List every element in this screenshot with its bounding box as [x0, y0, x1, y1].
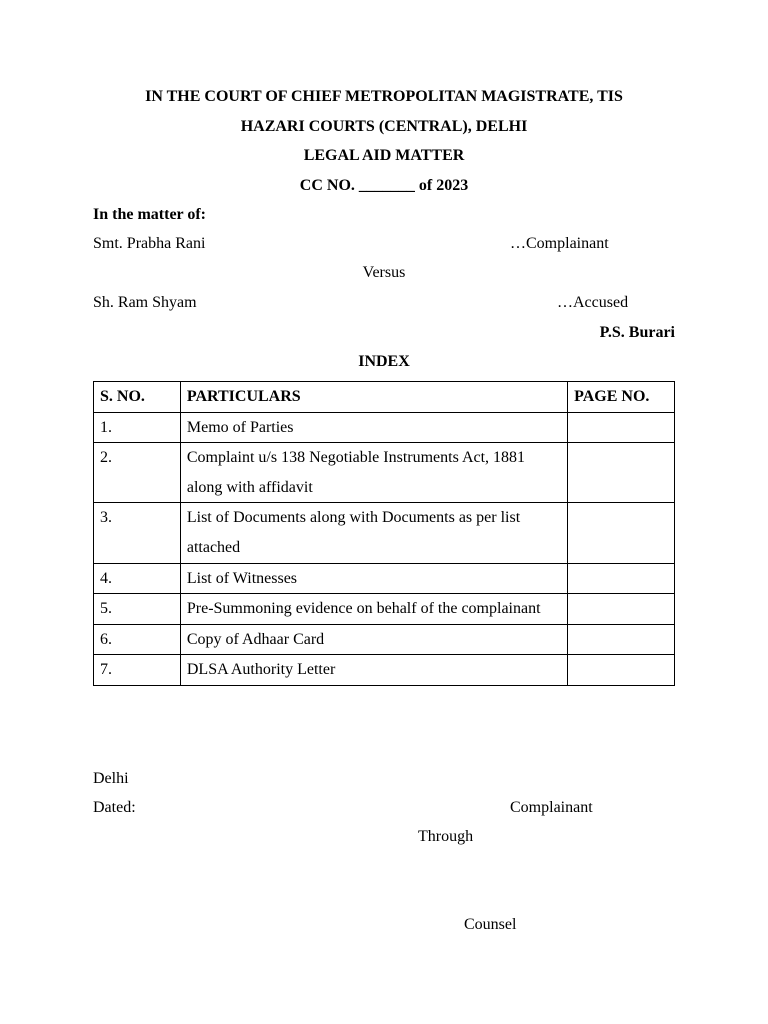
table-row: [94, 655, 675, 686]
court-heading-line1: IN THE COURT OF CHIEF METROPOLITAN MAGISTRATE, TIS: [145, 88, 623, 105]
complainant-name: Smt. Prabha Rani: [93, 235, 206, 252]
row-particulars: Complaint u/s 138 Negotiable Instruments Act, 1881 along with affidavit: [180, 443, 567, 503]
complainant-signature-label: Complainant: [510, 799, 593, 816]
police-station: P.S. Burari: [599, 324, 675, 341]
dated-label: Dated:: [93, 799, 136, 816]
row-sno: 4.: [94, 563, 181, 594]
index-table: [93, 381, 675, 686]
index-table-header: [94, 382, 675, 413]
table-row: [94, 594, 675, 625]
row-page-no: [568, 655, 675, 686]
table-row: [94, 412, 675, 443]
table-row: [94, 563, 675, 594]
index-title: INDEX: [358, 353, 410, 370]
row-particulars: List of Documents along with Documents as per list attached: [180, 503, 567, 563]
place-label: Delhi: [93, 770, 129, 787]
row-page-no: [568, 503, 675, 563]
table-row: [94, 624, 675, 655]
row-particulars: Memo of Parties: [180, 412, 567, 443]
row-page-no: [568, 412, 675, 443]
versus-label: Versus: [362, 264, 406, 281]
legal-aid-heading: LEGAL AID MATTER: [303, 147, 465, 164]
table-row: [94, 443, 675, 503]
case-number: CC NO. _______ of 2023: [299, 177, 469, 194]
row-page-no: [568, 563, 675, 594]
row-sno: 7.: [94, 655, 181, 686]
header-particulars: PARTICULARS: [180, 382, 567, 413]
row-page-no: [568, 624, 675, 655]
complainant-role: …Complainant: [510, 235, 609, 252]
row-particulars: Pre-Summoning evidence on behalf of the complainant: [180, 594, 567, 625]
row-particulars: Copy of Adhaar Card: [180, 624, 567, 655]
row-sno: 6.: [94, 624, 181, 655]
matter-label: In the matter of:: [93, 206, 207, 223]
accused-role: …Accused: [557, 294, 629, 311]
row-page-no: [568, 443, 675, 503]
row-sno: 2.: [94, 443, 181, 503]
header-sno: S. NO.: [94, 382, 181, 413]
counsel-label: Counsel: [464, 916, 517, 933]
accused-name: Sh. Ram Shyam: [93, 294, 197, 311]
row-sno: 3.: [94, 503, 181, 563]
row-sno: 5.: [94, 594, 181, 625]
row-page-no: [568, 594, 675, 625]
table-row: [94, 503, 675, 563]
through-label: Through: [418, 828, 474, 845]
row-particulars: DLSA Authority Letter: [180, 655, 567, 686]
header-page-no: PAGE NO.: [568, 382, 675, 413]
row-particulars: List of Witnesses: [180, 563, 567, 594]
row-sno: 1.: [94, 412, 181, 443]
court-heading-line2: HAZARI COURTS (CENTRAL), DELHI: [240, 118, 528, 135]
